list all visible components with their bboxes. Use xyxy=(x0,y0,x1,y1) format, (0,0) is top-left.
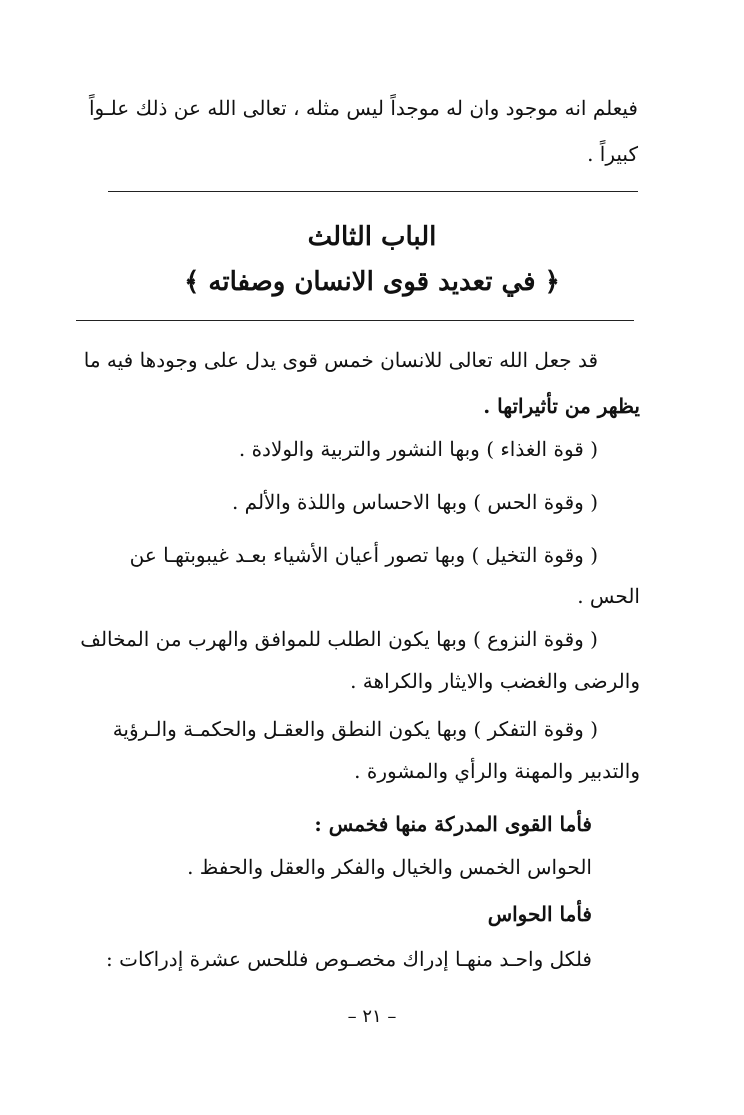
paragraph-1-line-2: يظهر من تأثيراتها . xyxy=(483,394,640,418)
paragraph-5-line-1: ( وقوة النزوع ) وبها يكون الطلب للموافق والهرب من المخالف xyxy=(80,627,598,651)
senses-heading: فأما الحواس xyxy=(487,902,592,926)
paragraph-1-line-1: قد جعل الله تعالى للانسان خمس قوى يدل على وجودها فيه ما xyxy=(83,348,598,372)
paragraph-2: ( قوة الغذاء ) وبها النشور والتربية والولادة . xyxy=(238,437,598,461)
bottom-divider xyxy=(76,320,634,321)
perceptive-powers-heading: فأما القوى المدركة منها فخمس : xyxy=(314,812,592,836)
paragraph-6-line-1: ( وقوة التفكر ) وبها يكون النطق والعقـل والحكمـة والـرؤية xyxy=(112,717,598,741)
top-divider xyxy=(108,191,638,192)
perceptive-powers-text: الحواس الخمس والخيال والفكر والعقل والحفظ . xyxy=(187,855,592,879)
intro-line-2: كبيراً . xyxy=(587,142,638,166)
intro-line-1: فيعلم انه موجود وان له موجداً ليس مثله ، تعالى الله عن ذلك علـواً xyxy=(88,96,638,120)
chapter-title: الباب الثالث xyxy=(307,222,437,252)
senses-text: فلكل واحـد منهـا إدراك مخصـوص فللحس عشرة إدراكات : xyxy=(106,947,592,971)
paragraph-3: ( وقوة الحس ) وبها الاحساس واللذة والألم . xyxy=(231,490,598,514)
paragraph-5-line-2: والرضى والغضب والايثار والكراهة . xyxy=(350,669,640,693)
paragraph-6-line-2: والتدبير والمهنة والرأي والمشورة . xyxy=(354,759,640,783)
paragraph-4-line-1: ( وقوة التخيل ) وبها تصور أعيان الأشياء بعـد غيبوبتهـا عن xyxy=(129,543,598,567)
chapter-subtitle: ﴿ في تعديد قوى الانسان وصفاته ﴾ xyxy=(184,267,560,297)
page-number: – ٢١ – xyxy=(347,1006,397,1027)
paragraph-4-line-2: الحس . xyxy=(577,584,640,608)
